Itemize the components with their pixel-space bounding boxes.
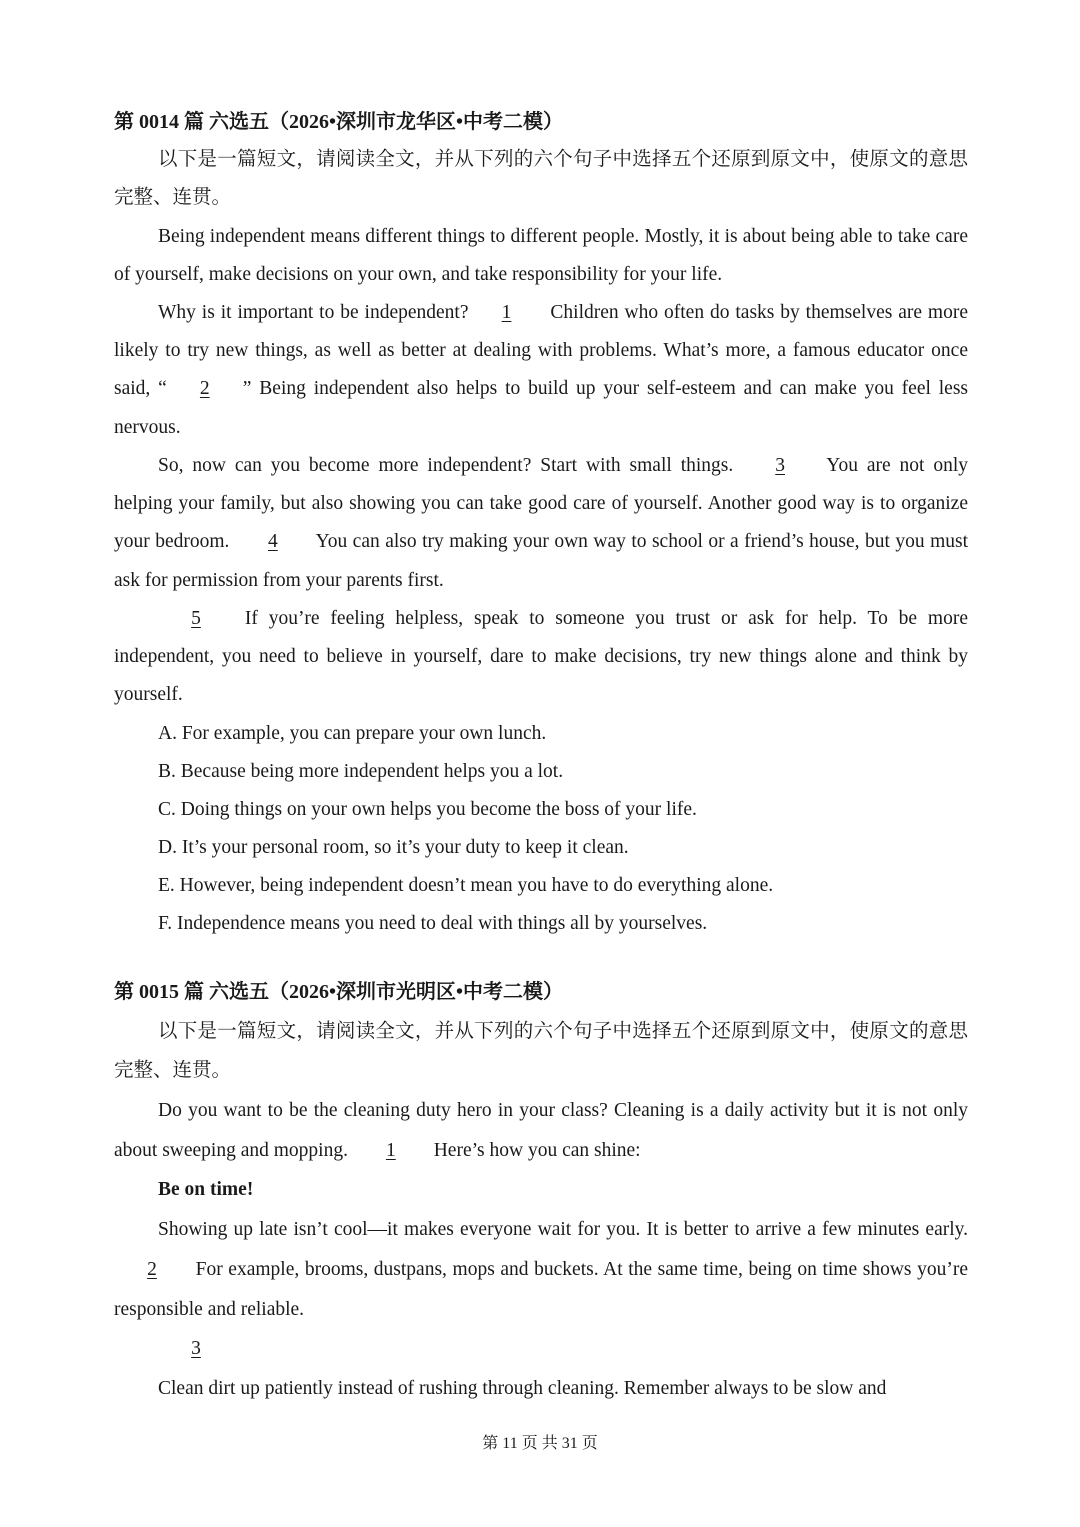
- blank-2: 2: [199, 378, 210, 400]
- blank2-2: 2: [147, 1259, 157, 1280]
- passage2-paragraph-3: Clean dirt up patiently instead of rushing through cleaning. Remember always to be slow and: [158, 1378, 887, 1399]
- blank2-3-line: [158, 1330, 234, 1368]
- passage-paragraph-4: 5 If you’re feeling helpless, speak to someone you trust or ask for help. To be more independent, you need to believe in yourself, dare to make decisions, try new things alone and think by yourself.: [114, 600, 968, 715]
- passage-paragraph-1: Being independent means different things to different people. Mostly, it is about being able to take care of yourself, make decisions on your own, and take responsibility for your life.: [114, 226, 968, 286]
- passage2-paragraph-2: Showing up late isn’t cool—it makes everyone wait for you. It is better to arrive a few minutes early. 2 For example, brooms, dustpans, mops and buckets. At the same time, being on time shows you’re responsible and reliable.: [114, 1219, 968, 1320]
- option-b: B. Because being more independent helps you a lot.: [158, 761, 564, 782]
- page-number-footer: 第 11 页 共 31 页: [482, 1435, 598, 1452]
- option-f: F. Independence means you need to deal with things all by yourselves.: [158, 913, 708, 934]
- subheading-be-on-time: Be on time!: [158, 1179, 254, 1200]
- blank-5: 5: [191, 608, 201, 629]
- option-c: C. Doing things on your own helps you become the boss of your life.: [158, 799, 697, 820]
- passage-paragraph-3: So, now can you become more independent? Start with small things. 3 You are not only helping your family, but also showing you can take good care of yourself. Another good way is to organize your bedroom. 4 You can also try making your own way to school or a friend’s house, but you must ask for permission from your parents first.: [114, 447, 968, 600]
- option-e: E. However, being independent doesn’t mean you have to do everything alone.: [158, 875, 774, 896]
- blank2-1: 1: [385, 1140, 396, 1161]
- passage-heading-0015: 第 0015 篇 六选五（2026•深圳市光明区•中考二模）: [114, 981, 564, 1003]
- instruction-text: 以下是一篇短文，请阅读全文，并从下列的六个句子中选择五个还原到原文中，使原文的意思完整、连贯。: [114, 149, 968, 209]
- option-d: D. It’s your personal room, so it’s your duty to keep it clean.: [158, 837, 629, 858]
- passage-heading-0014: 第 0014 篇 六选五（2026•深圳市龙华区•中考二模）: [114, 111, 564, 133]
- passage-paragraph-2: Why is it important to be independent? 1 Children who often do tasks by themselves are more likely to try new things, as well as better at dealing with problems. What’s more, a famous educator once said, “ 2 ” Being independent also helps to build up your self-esteem and can make you feel less nervous.: [114, 294, 968, 447]
- instruction-text-2: 以下是一篇短文，请阅读全文，并从下列的六个句子中选择五个还原到原文中，使原文的意思完整、连贯。: [114, 1021, 968, 1081]
- blank-3: 3: [775, 455, 786, 476]
- blank2-3: 3: [191, 1338, 201, 1359]
- option-a: A. For example, you can prepare your own lunch.: [158, 723, 547, 744]
- passage2-paragraph-1: Do you want to be the cleaning duty hero in your class? Cleaning is a daily activity but it is not only about sweeping and mopping. 1 Here’s how you can shine:: [114, 1091, 968, 1171]
- blank-1: 1: [501, 302, 512, 323]
- blank-4: 4: [267, 531, 278, 553]
